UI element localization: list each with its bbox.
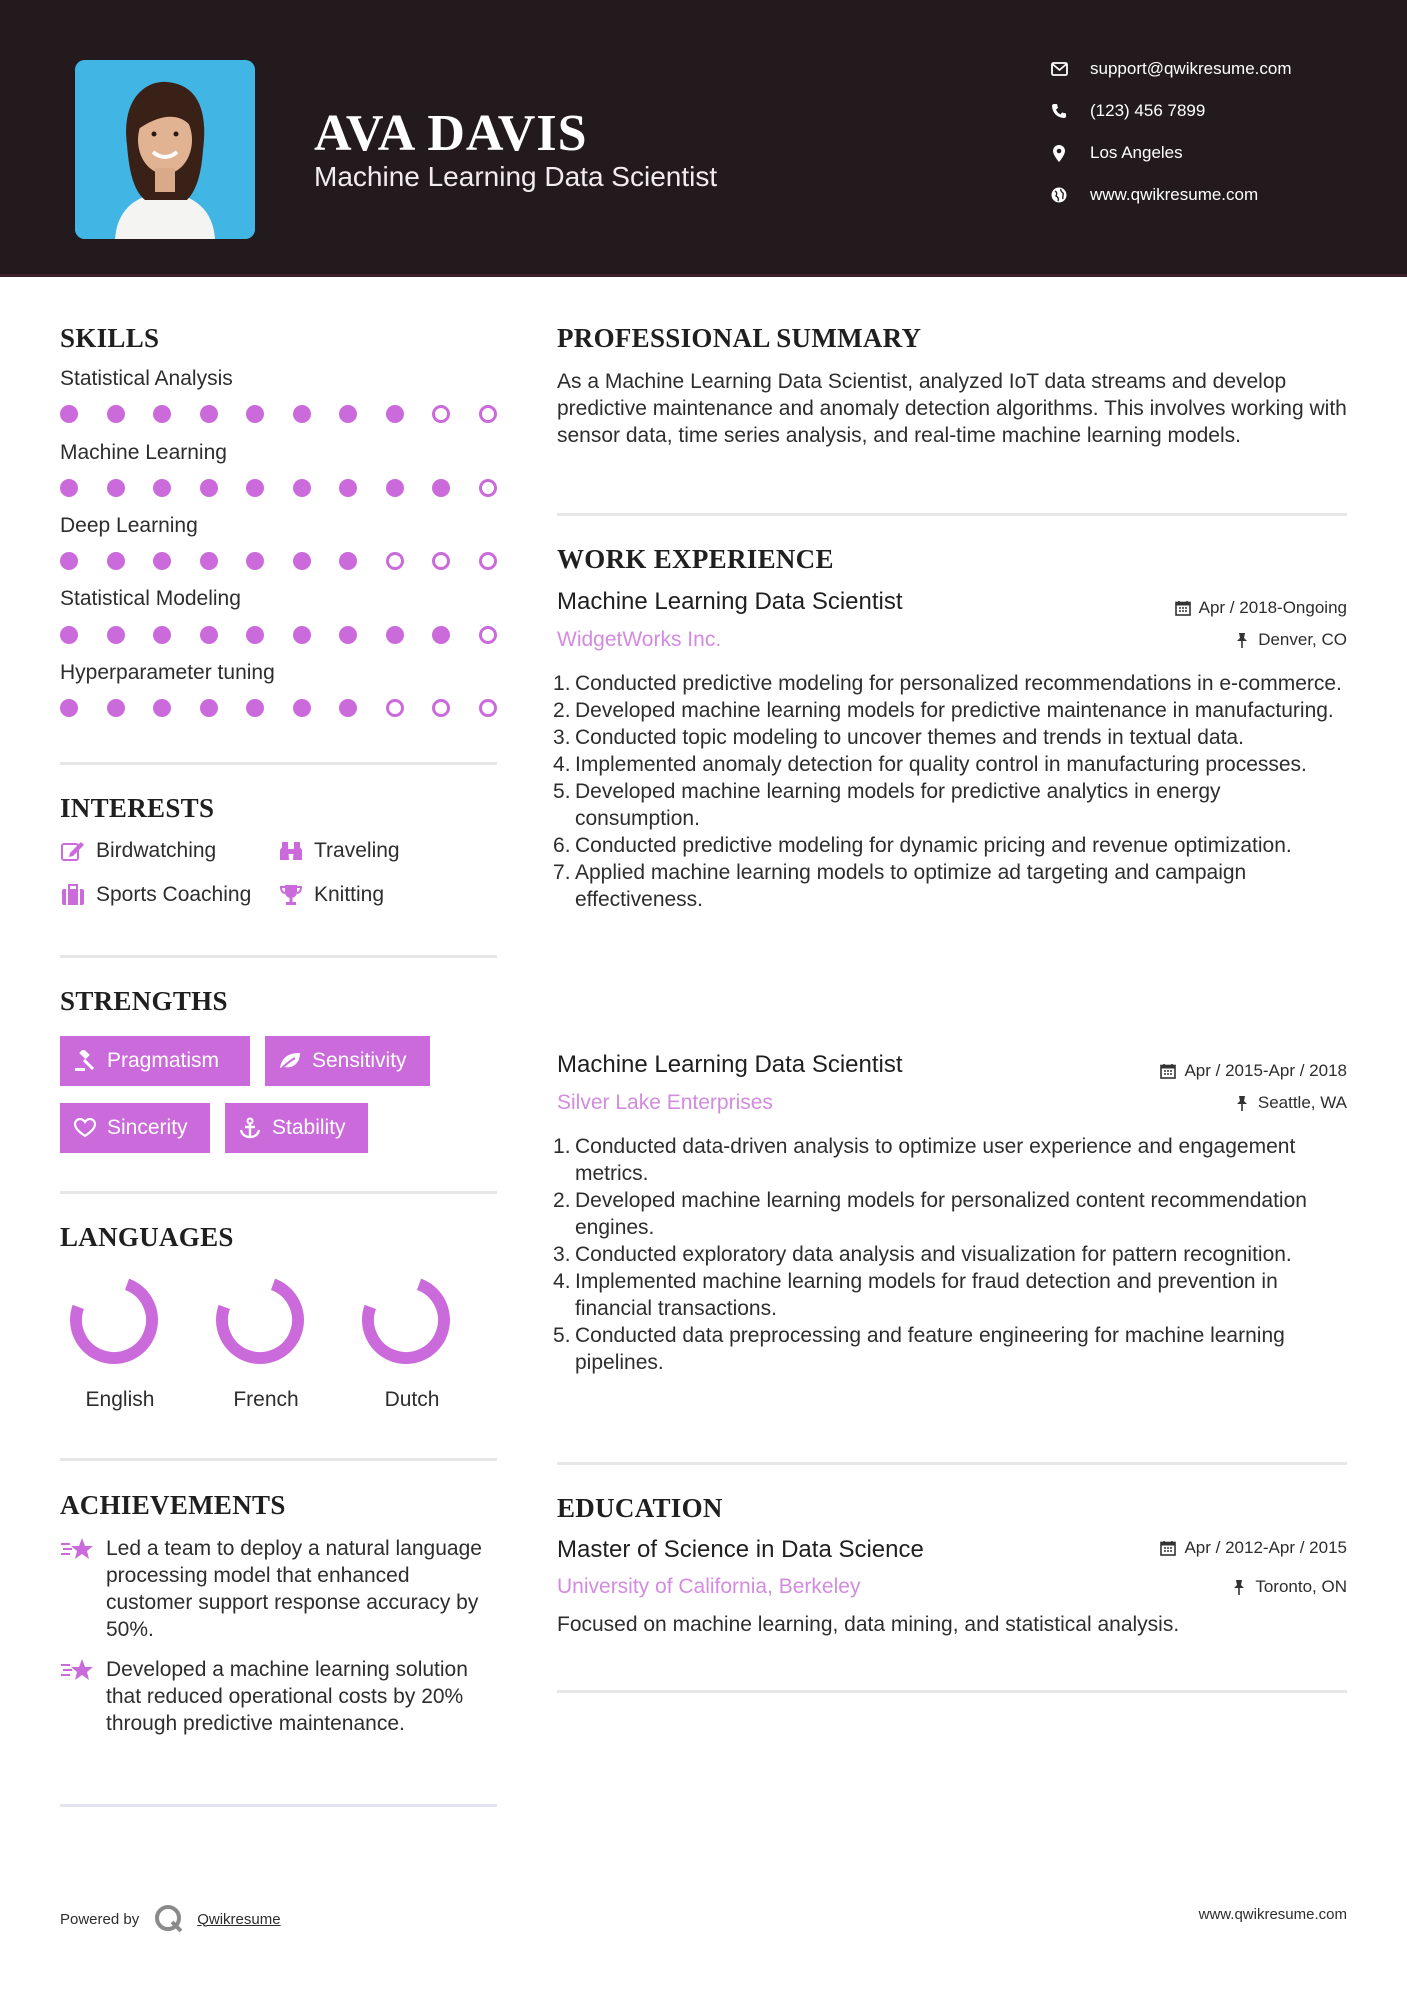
globe-icon xyxy=(1050,186,1068,204)
interest-label: Sports Coaching xyxy=(96,883,252,906)
job-bullet: Implemented anomaly detection for quality control in manufacturing processes. xyxy=(575,753,1307,776)
skill-dot-filled xyxy=(246,405,264,423)
skill-dot-empty xyxy=(386,699,404,717)
section-divider xyxy=(60,1458,497,1461)
skill-dot-empty xyxy=(432,552,450,570)
strength-label: Sensitivity xyxy=(312,1049,407,1072)
skill-dot-filled xyxy=(153,699,171,717)
interest-label: Traveling xyxy=(314,839,400,862)
skill-dot-filled xyxy=(200,699,218,717)
achievement-text: Led a team to deploy a natural language processing model that enhanced customer support response accuracy by 50%. xyxy=(106,1537,482,1641)
job-bullet: Conducted data-driven analysis to optimize user experience and engagement metrics. xyxy=(575,1135,1296,1185)
shooting-star-icon xyxy=(60,1535,96,1565)
skill-dot-filled xyxy=(246,699,264,717)
section-divider xyxy=(557,1690,1347,1693)
skill-dot-empty xyxy=(432,699,450,717)
job-role: Machine Learning Data Scientist xyxy=(557,588,903,615)
job-bullet: Implemented machine learning models for fraud detection and prevention in financial transactions. xyxy=(575,1270,1278,1320)
envelope-icon xyxy=(1050,60,1068,78)
skill-label: Statistical Modeling xyxy=(60,587,241,610)
phone-icon xyxy=(1050,102,1068,120)
powered-by-text: Powered by xyxy=(60,1910,140,1928)
contact-email-text: support@qwikresume.com xyxy=(1090,59,1292,78)
gavel-icon xyxy=(73,1049,97,1073)
skill-dot-filled xyxy=(200,405,218,423)
anchor-icon xyxy=(238,1116,262,1140)
pushpin-icon xyxy=(1231,1579,1247,1595)
contact-phone-text: (123) 456 7899 xyxy=(1090,101,1206,120)
education-dates-text: Apr / 2012-Apr / 2015 xyxy=(1184,1538,1347,1557)
education-location xyxy=(1231,1577,1347,1597)
contact-email[interactable] xyxy=(1050,54,1380,84)
achievement-text: Developed a machine learning solution that reduced operational costs by 20% through predictive maintenance. xyxy=(106,1658,468,1735)
contact-website[interactable] xyxy=(1050,180,1380,210)
skill-dot-filled xyxy=(60,552,78,570)
skill-dot-filled xyxy=(153,552,171,570)
skill-label: Machine Learning xyxy=(60,441,227,464)
interest-label: Birdwatching xyxy=(96,839,217,862)
skill-dot-filled xyxy=(107,479,125,497)
skill-dot-filled xyxy=(107,405,125,423)
section-divider xyxy=(60,955,497,958)
qwikresume-logo-icon xyxy=(153,1903,185,1935)
skill-dot-filled xyxy=(293,479,311,497)
skill-dot-filled xyxy=(60,626,78,644)
job-bullet: Conducted predictive modeling for dynamic pricing and revenue optimization. xyxy=(575,834,1292,857)
skill-dot-filled xyxy=(107,552,125,570)
candidate-name: AVA DAVIS xyxy=(314,105,588,162)
languages-heading: LANGUAGES xyxy=(60,1222,234,1252)
skill-dot-empty xyxy=(386,552,404,570)
section-divider xyxy=(60,1191,497,1194)
skill-dot-filled xyxy=(432,626,450,644)
job-dates xyxy=(1160,1061,1347,1081)
skill-dot-filled xyxy=(60,405,78,423)
profile-photo xyxy=(75,60,255,239)
education-location-text: Toronto, ON xyxy=(1255,1577,1347,1596)
section-divider xyxy=(557,1462,1347,1465)
skill-rating xyxy=(60,405,500,425)
job-bullet: Developed machine learning models for predictive maintenance in manufacturing. xyxy=(575,699,1334,722)
pushpin-icon xyxy=(1234,632,1250,648)
job-location-text: Denver, CO xyxy=(1258,630,1347,649)
language-gauge xyxy=(64,1270,164,1370)
skill-dot-empty xyxy=(479,552,497,570)
pencil-square-icon xyxy=(60,838,86,864)
heart-icon xyxy=(73,1116,97,1140)
skill-dot-filled xyxy=(293,405,311,423)
job-bullet: Conducted data preprocessing and feature engineering for machine learning pipelines. xyxy=(575,1324,1285,1374)
skill-dot-empty xyxy=(479,626,497,644)
contact-website-text: www.qwikresume.com xyxy=(1090,185,1259,204)
skill-dot-filled xyxy=(246,479,264,497)
shooting-star-icon xyxy=(60,1656,96,1686)
skill-label: Deep Learning xyxy=(60,514,198,537)
skill-dot-filled xyxy=(386,479,404,497)
skill-dot-filled xyxy=(60,479,78,497)
education-degree: Master of Science in Data Science xyxy=(557,1536,924,1563)
skill-rating xyxy=(60,626,500,646)
contact-phone[interactable] xyxy=(1050,96,1380,126)
skill-dot-empty xyxy=(479,405,497,423)
interest-item xyxy=(278,838,400,864)
job-role: Machine Learning Data Scientist xyxy=(557,1051,903,1078)
language-gauge xyxy=(210,1270,310,1370)
education-heading: EDUCATION xyxy=(557,1493,723,1523)
skill-dot-filled xyxy=(432,479,450,497)
skill-dot-filled xyxy=(60,699,78,717)
language-gauge xyxy=(356,1270,456,1370)
footer-powered-by xyxy=(60,1903,281,1935)
footer-url[interactable]: www.qwikresume.com xyxy=(1198,1906,1347,1923)
job-location xyxy=(1234,1093,1347,1113)
skill-label: Hyperparameter tuning xyxy=(60,661,275,684)
section-divider xyxy=(60,762,497,765)
skill-dot-filled xyxy=(153,626,171,644)
skill-dot-filled xyxy=(200,626,218,644)
skill-dot-filled xyxy=(386,405,404,423)
job-company: Silver Lake Enterprises xyxy=(557,1091,773,1114)
education-dates xyxy=(1160,1538,1347,1558)
job-bullet: Applied machine learning models to optimize ad targeting and campaign effectiveness. xyxy=(575,861,1247,911)
job-location xyxy=(1234,630,1347,650)
skill-dot-empty xyxy=(479,479,497,497)
interest-label: Knitting xyxy=(314,883,385,906)
job-bullet: Developed machine learning models for predictive analytics in energy consumption. xyxy=(575,780,1221,830)
skill-dot-filled xyxy=(107,699,125,717)
contact-location-text: Los Angeles xyxy=(1090,143,1183,162)
brand-link[interactable]: Qwikresume xyxy=(197,1910,281,1928)
job-dates-text: Apr / 2018-Ongoing xyxy=(1198,598,1347,617)
map-pin-icon xyxy=(1050,144,1068,162)
skill-label: Statistical Analysis xyxy=(60,367,233,390)
calendar-icon xyxy=(1175,600,1191,616)
achievement-item xyxy=(60,1535,500,1643)
job-dates-text: Apr / 2015-Apr / 2018 xyxy=(1184,1061,1347,1080)
leaf-icon xyxy=(278,1049,302,1073)
interest-item xyxy=(278,882,384,908)
interest-item xyxy=(60,838,216,864)
skill-dot-filled xyxy=(339,405,357,423)
language-label: English xyxy=(85,1388,155,1411)
skill-dot-filled xyxy=(200,552,218,570)
job-company: WidgetWorks Inc. xyxy=(557,628,722,651)
job-bullet: Conducted predictive modeling for personalized recommendations in e-commerce. xyxy=(575,672,1342,695)
skills-heading: SKILLS xyxy=(60,323,160,353)
skill-dot-empty xyxy=(432,405,450,423)
strength-label: Sincerity xyxy=(107,1116,188,1139)
skill-dot-filled xyxy=(339,626,357,644)
suitcase-icon xyxy=(60,882,86,908)
strength-tag xyxy=(265,1036,430,1086)
trophy-icon xyxy=(278,882,304,908)
header-divider xyxy=(0,274,1407,277)
skill-dot-filled xyxy=(339,479,357,497)
strength-label: Pragmatism xyxy=(107,1049,220,1072)
job-bullets xyxy=(575,670,1350,913)
skill-dot-filled xyxy=(339,552,357,570)
education-description: Focused on machine learning, data mining, and statistical analysis. xyxy=(557,1613,1180,1636)
language-label: French xyxy=(233,1388,299,1411)
strengths-heading: STRENGTHS xyxy=(60,986,228,1016)
job-bullet: Conducted topic modeling to uncover themes and trends in textual data. xyxy=(575,726,1244,749)
strength-tag xyxy=(225,1103,368,1153)
education-school: University of California, Berkeley xyxy=(557,1575,861,1598)
skill-dot-filled xyxy=(153,479,171,497)
skill-dot-filled xyxy=(107,626,125,644)
experience-heading: WORK EXPERIENCE xyxy=(557,544,834,574)
section-divider xyxy=(60,1804,497,1807)
job-bullet: Developed machine learning models for personalized content recommendation engines. xyxy=(575,1189,1307,1239)
skill-rating xyxy=(60,699,500,719)
skill-dot-filled xyxy=(153,405,171,423)
skill-dot-empty xyxy=(479,699,497,717)
job-location-text: Seattle, WA xyxy=(1257,1093,1347,1112)
interests-heading: INTERESTS xyxy=(60,793,215,823)
contact-location xyxy=(1050,138,1380,168)
skill-dot-filled xyxy=(246,626,264,644)
skill-dot-filled xyxy=(293,699,311,717)
skill-dot-filled xyxy=(293,626,311,644)
binoculars-icon xyxy=(278,838,304,864)
strength-tag xyxy=(60,1103,210,1153)
skill-dot-filled xyxy=(339,699,357,717)
language-label: Dutch xyxy=(384,1388,440,1411)
pushpin-icon xyxy=(1234,1095,1250,1111)
job-bullets xyxy=(575,1133,1350,1376)
skill-rating xyxy=(60,552,500,572)
calendar-icon xyxy=(1160,1540,1176,1556)
skill-dot-filled xyxy=(293,552,311,570)
job-bullet: Conducted exploratory data analysis and visualization for pattern recognition. xyxy=(575,1243,1292,1266)
summary-heading: PROFESSIONAL SUMMARY xyxy=(557,323,922,353)
job-dates xyxy=(1175,598,1347,618)
achievement-item xyxy=(60,1656,500,1737)
achievements-heading: ACHIEVEMENTS xyxy=(60,1490,286,1520)
summary-text: As a Machine Learning Data Scientist, analyzed IoT data streams and develop predictive maintenance and anomaly detection algorithms. This involves working with sensor data, time series analysis, and real-time machine learning models. xyxy=(557,370,1347,447)
strength-tag xyxy=(60,1036,250,1086)
interest-item xyxy=(60,882,251,908)
skill-rating xyxy=(60,479,500,499)
skill-dot-filled xyxy=(246,552,264,570)
calendar-icon xyxy=(1160,1063,1176,1079)
strength-label: Stability xyxy=(272,1116,346,1139)
skill-dot-filled xyxy=(200,479,218,497)
candidate-title: Machine Learning Data Scientist xyxy=(314,161,718,192)
skill-dot-filled xyxy=(386,626,404,644)
section-divider xyxy=(557,513,1347,516)
